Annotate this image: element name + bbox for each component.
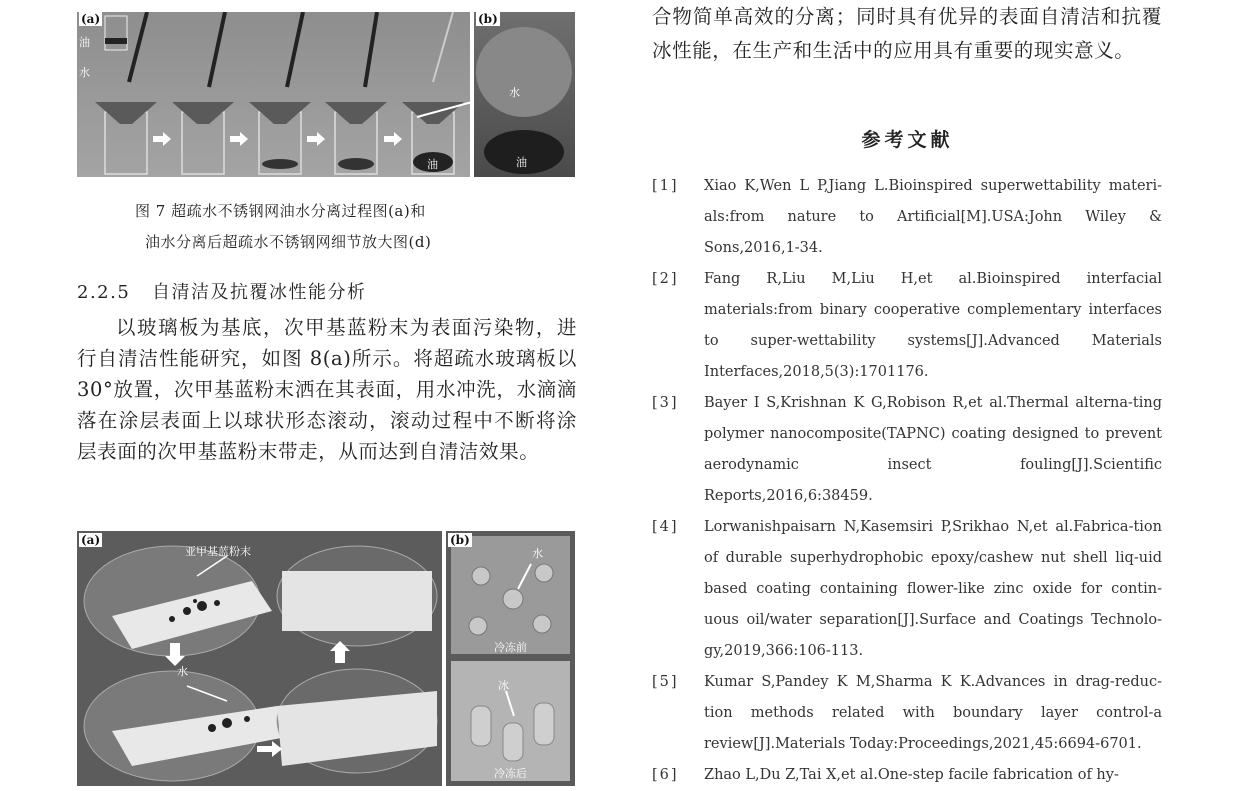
- figure7-mesh-closeup: [474, 12, 575, 177]
- reference-text: Zhao L,Du Z,Tai X,et al.One-step facile fabrication of hy-: [704, 767, 1119, 783]
- references-list: [652, 171, 1162, 791]
- reference-text: Kumar S,Pandey K M,Sharma K K.Advances in drag-reduc-tion methods related with boundary layer control-a review[J].Materials Today:Proceedings,2021,45:6694-6701.: [704, 674, 1162, 752]
- figure7-illustration: [77, 12, 470, 177]
- reference-item: [652, 264, 1162, 388]
- fig8-panel-a-label: (a): [81, 533, 101, 547]
- fig8-powder-label: 亚甲基蓝粉末: [185, 545, 251, 558]
- fig7-panel-b-label: (b): [478, 12, 498, 26]
- reference-item: [652, 667, 1162, 760]
- fig8-after-freeze-label: 冷冻后: [494, 767, 527, 780]
- references-heading: 参考文献: [861, 129, 954, 151]
- figure7-caption-line1: 图 7 超疏水不锈钢网油水分离过程图(a)和: [135, 202, 426, 220]
- section-paragraph: 以玻璃板为基底，次甲基蓝粉末为表面污染物，进行自清洁性能研究，如图 8(a)所示。将超疏水玻璃板以 30°放置，次甲基蓝粉末洒在其表面，用水冲洗，水滴滴落在涂层表面上以球状形态滚动，滚动过程中不断将涂层表面的次甲基蓝粉末带走，从而达到自清洁效果。: [77, 316, 577, 463]
- reference-number: [1]: [652, 178, 679, 194]
- reference-item: [652, 760, 1162, 791]
- reference-item: [652, 388, 1162, 512]
- figure8-droplets: [446, 531, 575, 786]
- fig8-before-freeze-label: 冷冻前: [494, 641, 527, 654]
- figure7-panel-a: [77, 12, 470, 177]
- reference-text: Lorwanishpaisarn N,Kasemsiri P,Srikhao N,et al.Fabrica-tion of durable superhydrophobic epoxy/cashew nut shell liq-uid based coating containing flower-like zinc oxide for contin-uous oil/water separation[J].Surface and Coatings Technolo-gy,2019,366:106-113.: [704, 519, 1162, 659]
- reference-item: [652, 171, 1162, 264]
- reference-number: [6]: [652, 767, 679, 783]
- fig7-panel-a-label: (a): [81, 12, 101, 26]
- fig7-closeup-water-label: 水: [509, 86, 520, 99]
- figure8-illustration: [77, 531, 442, 786]
- reference-number: [4]: [652, 519, 679, 535]
- figure7-caption-line2: 油水分离后超疏水不锈钢网细节放大图(d): [145, 233, 432, 251]
- fig8-ice-label: 冰: [498, 679, 509, 692]
- fig7-oil-label: 油: [79, 36, 90, 49]
- reference-text: Xiao K,Wen L P,Jiang L.Bioinspired superwettability materi-als:from nature to Artificial[M].USA:John Wiley & Sons,2016,1-34.: [704, 178, 1162, 256]
- reference-text: Fang R,Liu M,Liu H,et al.Bioinspired interfacial materials:from binary cooperative complementary interfaces to super-wettability systems[J].Advanced Materials Interfaces,2018,5(3):1701176.: [704, 271, 1162, 380]
- reference-number: [3]: [652, 395, 679, 411]
- fig8-panel-b-label: (b): [450, 533, 470, 547]
- figure7-panel-b: [474, 12, 575, 177]
- fig7-oil-bottom-label: 油: [427, 158, 438, 171]
- figure8-panel-a: [77, 531, 442, 786]
- right-top-paragraph: 合物简单高效的分离；同时具有优异的表面自清洁和抗覆冰性能，在生产和生活中的应用具有重要的现实意义。: [652, 5, 1162, 62]
- fig7-water-label: 水: [79, 66, 90, 79]
- fig7-closeup-oil-label: 油: [516, 156, 527, 169]
- reference-number: [2]: [652, 271, 679, 287]
- reference-item: [652, 512, 1162, 667]
- figure8-panel-b: [446, 531, 575, 786]
- section-heading: 2.2.5 自清洁及抗覆冰性能分析: [77, 282, 367, 303]
- reference-number: [5]: [652, 674, 679, 690]
- fig8-droplet-water-label: 水: [532, 547, 543, 560]
- fig8-water-label: 水: [177, 665, 188, 678]
- reference-text: Bayer I S,Krishnan K G,Robison R,et al.Thermal alterna-ting polymer nanocomposite(TAPNC) coating designed to prevent aerodynamic insect fouling[J].Scientific Reports,2016,6:38459.: [704, 395, 1162, 504]
